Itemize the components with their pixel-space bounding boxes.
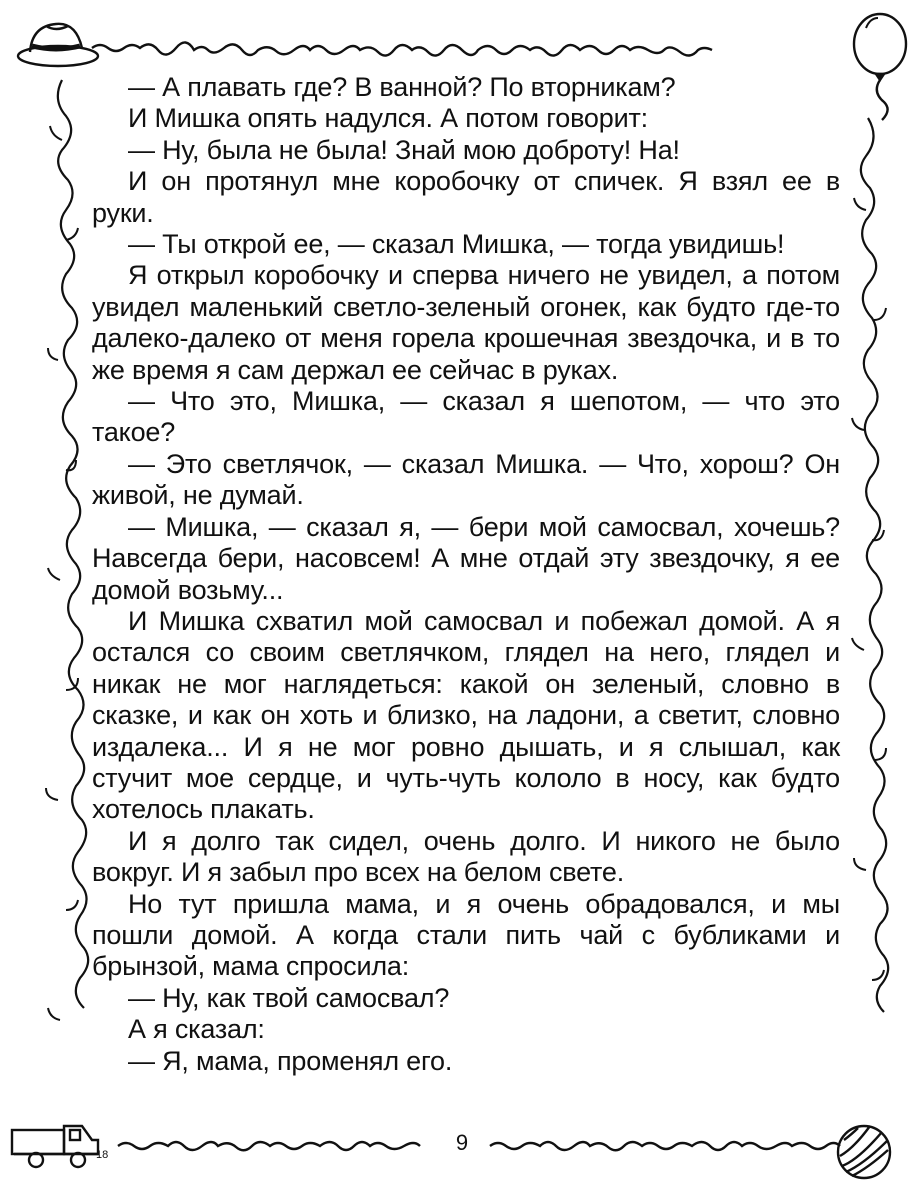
paragraph: Но тут пришла мама, и я очень обрадовался, и мы пошли домой. А когда стали пить чай с бубликами и брынзой, мама спросила:	[92, 888, 840, 982]
truck-plate: 18	[96, 1149, 109, 1161]
page-number: 9	[455, 1130, 469, 1155]
paragraph: — Ты открой ее, — сказал Мишка, — тогда увидишь!	[128, 229, 785, 260]
hat-icon	[18, 24, 98, 66]
paragraph: — Я, мама, променял его.	[128, 1045, 453, 1076]
paragraph: А я сказал:	[128, 1014, 265, 1045]
paragraph: — Мишка, — сказал я, — бери мой самосвал, хочешь? Навсегда бери, насовсем! А мне отдай эту звездочку, я ее домой возьму...	[92, 511, 840, 605]
paragraph: Я открыл коробочку и сперва ничего не увидел, а потом увидел маленький светло-зеленый огонек, как будто где-то далеко-далеко от меня горела крошечная звездочка, и в то же время я сам держал ее сейчас в руках.	[92, 260, 840, 385]
paragraph: — Это светлячок, — сказал Мишка. — Что, хорош? Он живой, не думай.	[92, 448, 840, 511]
right-border-vine	[861, 118, 888, 1012]
paragraph: И я долго так сидел, очень долго. И никого не было вокруг. И я забыл про всех на белом свете.	[92, 825, 840, 888]
paragraph: — Ну, была не была! Знай мою доброту! На!	[128, 134, 680, 165]
balloon-icon	[854, 14, 906, 120]
paragraph: — Ну, как твой самосвал?	[128, 982, 450, 1013]
paragraph: И он протянул мне коробочку от спичек. Я взял ее в руки.	[92, 166, 840, 228]
paragraph: — Что это, Мишка, — сказал я шепотом, — что это такое?	[92, 386, 840, 448]
top-border-squiggle	[92, 42, 712, 55]
left-border-vine	[58, 80, 88, 1008]
paragraph: — А плавать где? В ванной? По вторникам?	[128, 72, 676, 102]
paragraph: И Мишка опять надулся. А потом говорит:	[128, 103, 648, 134]
story-text	[92, 72, 840, 1077]
paragraph: И Мишка схватил мой самосвал и побежал домой. А я остался со своим светлячком, глядел на него, глядел и никак не мог наглядеться: какой он зеленый, словно в сказке, и как он хоть и близко, на ладони, а светит, словно издалека... И я не мог ровно дышать, и я слышал, как стучит мое сердце, и чуть-чуть кололо в носу, как будто хотелось плакать.	[92, 605, 840, 825]
